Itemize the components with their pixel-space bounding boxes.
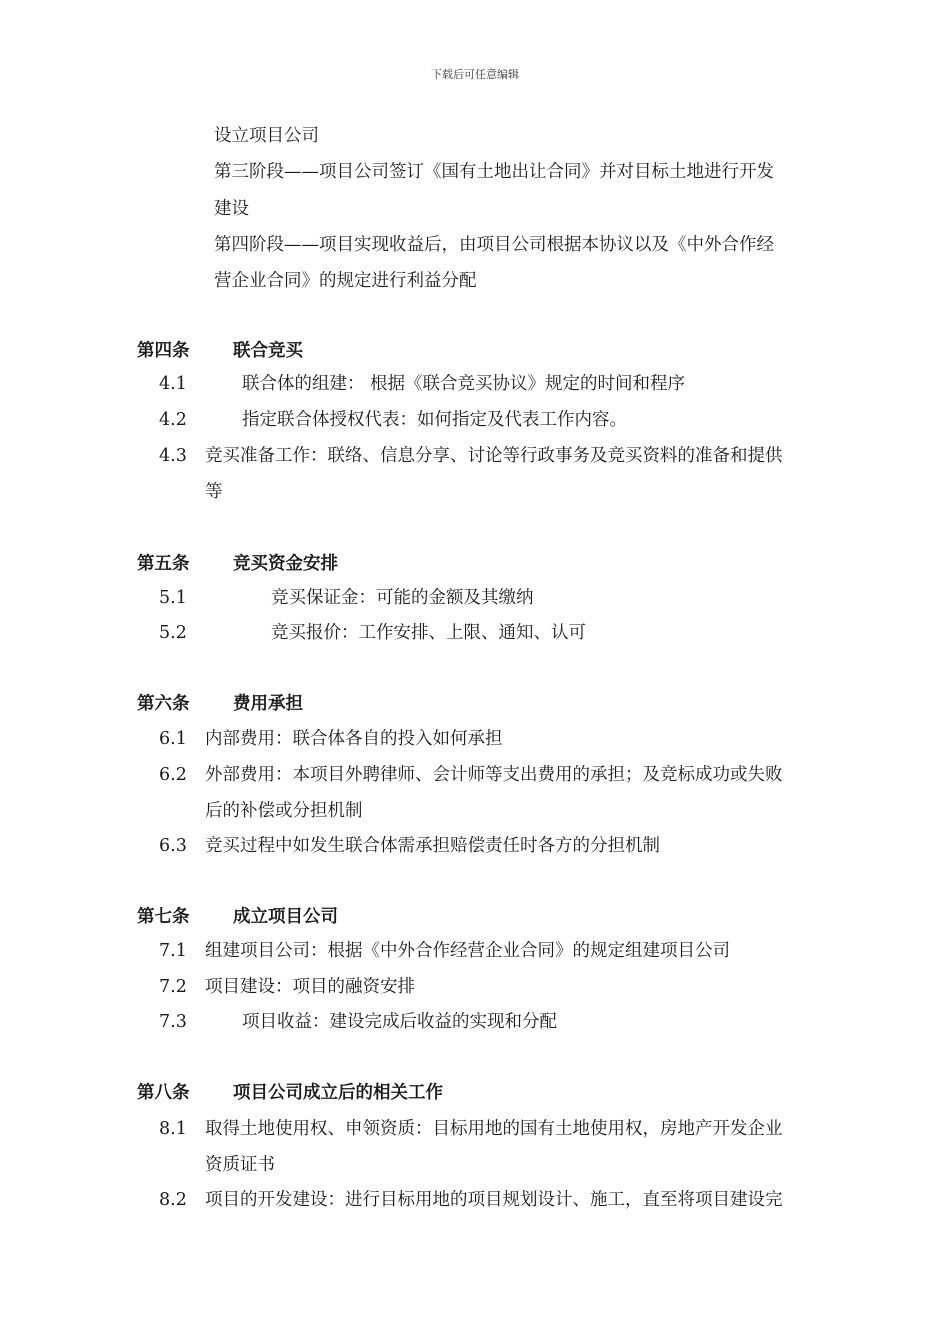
section-number: 第八条 — [137, 1083, 190, 1103]
clause-text: 等 — [205, 482, 223, 502]
intro-phase4-line2: 营企业合同》的规定进行利益分配 — [214, 271, 477, 291]
clause-text: 联合体的组建： 根据《联合竞买协议》规定的时间和程序 — [242, 374, 686, 394]
clause-number: 4.1 — [159, 374, 187, 394]
clause-number: 8.1 — [159, 1119, 187, 1139]
clause-text: 组建项目公司：根据《中外合作经营企业合同》的规定组建项目公司 — [205, 941, 730, 961]
section-heading — [137, 899, 338, 935]
clause-number: 4.3 — [159, 446, 187, 466]
clause-number: 5.1 — [159, 588, 187, 608]
clause-number: 5.2 — [159, 623, 187, 643]
clause-number: 6.2 — [159, 765, 187, 785]
section-number: 第六条 — [137, 694, 190, 714]
clause-text: 竞买准备工作：联络、信息分享、讨论等行政事务及竞买资料的准备和提供 — [205, 446, 783, 466]
clause-number: 7.1 — [159, 941, 187, 961]
section-number: 第七条 — [137, 907, 190, 927]
clause-number: 7.2 — [159, 977, 187, 997]
section-title: 项目公司成立后的相关工作 — [233, 1083, 443, 1103]
clause-text: 竞买保证金：可能的金额及其缴纳 — [271, 588, 534, 608]
clause-number: 6.1 — [159, 729, 187, 749]
clause-text: 取得土地使用权、申领资质：目标用地的国有土地使用权，房地产开发企业 — [205, 1119, 783, 1139]
section-title: 成立项目公司 — [233, 907, 338, 927]
intro-line: 设立项目公司 — [214, 126, 319, 146]
page-header: 下载后可任意编辑 — [431, 68, 519, 81]
clause-text: 项目收益：建设完成后收益的实现和分配 — [242, 1012, 557, 1032]
section-heading — [137, 546, 338, 582]
clause-text: 竞买过程中如发生联合体需承担赔偿责任时各方的分担机制 — [205, 836, 660, 856]
intro-phase3-line2: 建设 — [214, 199, 249, 219]
section-heading — [137, 1075, 443, 1111]
clause-number: 8.2 — [159, 1190, 187, 1210]
clause-text: 项目的开发建设：进行目标用地的项目规划设计、施工，直至将项目建设完 — [205, 1190, 783, 1210]
clause-text: 外部费用：本项目外聘律师、会计师等支出费用的承担；及竞标成功或失败 — [205, 765, 783, 785]
clause-number: 4.2 — [159, 410, 187, 430]
section-heading — [137, 686, 303, 722]
section-title: 联合竞买 — [233, 341, 303, 361]
section-number: 第五条 — [137, 554, 190, 574]
clause-text: 内部费用：联合体各自的投入如何承担 — [205, 729, 503, 749]
clause-text: 指定联合体授权代表：如何指定及代表工作内容。 — [242, 410, 627, 430]
section-title: 费用承担 — [233, 694, 303, 714]
section-heading — [137, 333, 303, 369]
clause-text: 竞买报价：工作安排、上限、通知、认可 — [271, 623, 586, 643]
intro-phase3-line1: 第三阶段——项目公司签订《国有土地出让合同》并对目标土地进行开发 — [214, 162, 774, 182]
section-number: 第四条 — [137, 341, 190, 361]
clause-text: 后的补偿或分担机制 — [205, 801, 363, 821]
intro-phase4-line1: 第四阶段——项目实现收益后，由项目公司根据本协议以及《中外合作经 — [214, 235, 774, 255]
section-title: 竞买资金安排 — [233, 554, 338, 574]
clause-number: 6.3 — [159, 836, 187, 856]
clause-text: 资质证书 — [205, 1155, 275, 1175]
clause-text: 项目建设：项目的融资安排 — [205, 977, 415, 997]
clause-number: 7.3 — [159, 1012, 187, 1032]
